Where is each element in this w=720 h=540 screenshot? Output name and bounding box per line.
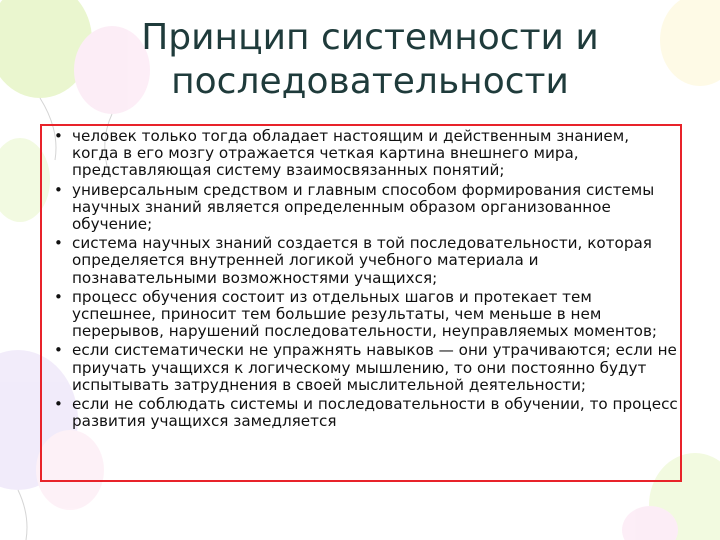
list-item-text: человек только тогда обладает настоящим и действенным знанием, когда в его мозгу отражается четкая картина внешнего мира, представляющая систему взаимосвязанных понятий; [72,127,630,180]
bullet-icon: • [54,234,63,253]
bullet-icon: • [54,341,63,360]
list-item [50,396,680,430]
balloon-string-decoration [18,490,27,540]
bullet-icon: • [54,287,63,306]
list-item-text: система научных знаний создается в той последовательности, которая определяется внутренней логикой учебного материала и познавательными возможностями учащихся; [72,234,652,287]
slide-title: Принцип системности и последовательности [141,17,599,102]
bullet-icon: • [54,180,63,199]
bullet-icon: • [54,127,63,145]
list-item [50,182,680,234]
list-item [50,235,680,287]
balloon-yellow-decoration [660,0,720,86]
list-item-text: универсальным средством и главным способом формирования системы научных знаний является определенным образом организованное обучение; [72,180,655,234]
list-item [50,128,680,180]
list-item-text: если не соблюдать системы и последовательности в обучении, то процесс развития учащихся замедляется [72,395,678,431]
list-item [50,342,680,394]
list-item-text: если систематически не упражнять навыков — они утрачиваются; если не приучать учащихся к логическому мышлению, то они постоянно будут испытывать затруднения в своей мыслительной деятельности; [72,341,677,394]
list-item-text: процесс обучения состоит из отдельных шагов и протекает тем успешнее, приносит тем большие результаты, чем меньше в нем перерывов, нарушений последовательности, неуправляемых моментов; [72,287,658,341]
list-item [50,289,680,341]
bullet-icon: • [54,395,63,414]
bullet-list [50,128,680,432]
